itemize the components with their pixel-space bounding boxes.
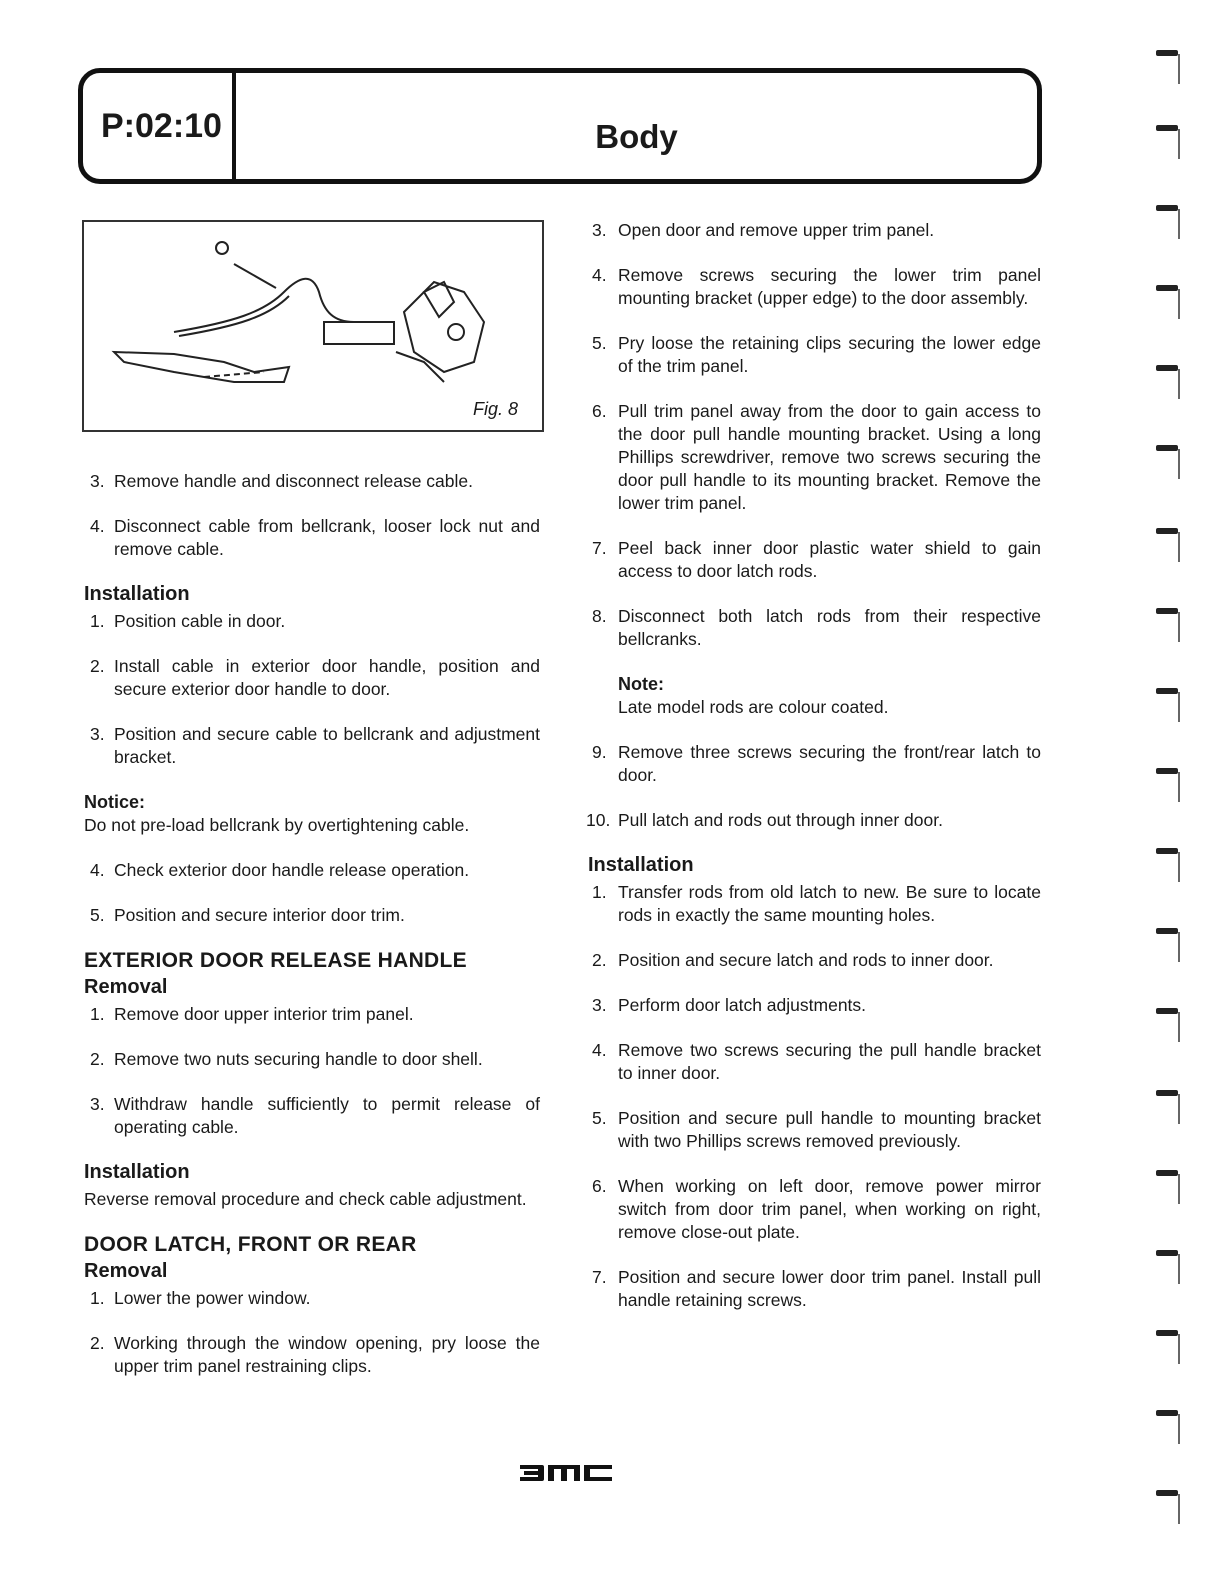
tab-mark: [1156, 1170, 1178, 1176]
tab-mark: [1156, 205, 1178, 211]
step-text: Peel back inner door plastic water shield to gain access to door latch rods.: [618, 538, 1041, 581]
figure-8: [82, 220, 544, 432]
step-text: Pull latch and rods out through inner door.: [618, 810, 943, 830]
step-number: 1.: [592, 882, 607, 902]
step-number: 10.: [586, 810, 611, 830]
binder-tab-marks: [1150, 40, 1190, 1560]
removal-heading: Removal: [84, 1260, 168, 1282]
step-text: Remove screws securing the lower trim panel mounting bracket (upper edge) to the door assembly.: [618, 265, 1041, 308]
tab-mark: [1156, 1410, 1178, 1416]
step-number: 1.: [90, 1288, 105, 1308]
step-number: 3.: [592, 995, 607, 1015]
step-text: When working on left door, remove power mirror switch from door trim panel, when working on right, remove close-out plate.: [618, 1176, 1041, 1242]
step-text: Open door and remove upper trim panel.: [618, 220, 935, 240]
tab-mark: [1156, 1250, 1178, 1256]
list-item: [588, 994, 1041, 1017]
step-text: Check exterior door handle release operation.: [114, 860, 470, 880]
list-item: [588, 219, 1041, 242]
step-text: Working through the window opening, pry loose the upper trim panel restraining clips.: [114, 1333, 540, 1376]
step-number: 9.: [592, 742, 607, 762]
step-text: Pry loose the retaining clips securing the lower edge of the trim panel.: [618, 333, 1041, 376]
list-item: [84, 904, 540, 927]
list-item: [588, 881, 1041, 927]
step-text: Disconnect both latch rods from their respective bellcranks.: [618, 606, 1041, 649]
list-item: [588, 264, 1041, 310]
left-column: [84, 470, 540, 1400]
step-text: Remove two screws securing the pull handle bracket to inner door.: [618, 1040, 1041, 1083]
section-heading-exterior-handle: EXTERIOR DOOR RELEASE HANDLE: [84, 949, 467, 972]
tab-mark: [1156, 50, 1178, 56]
list-item: [84, 1003, 540, 1026]
step-number: 2.: [592, 950, 607, 970]
step-number: 5.: [592, 333, 607, 353]
tab-mark: [1156, 608, 1178, 614]
tab-mark: [1156, 1490, 1178, 1496]
step-text: Position and secure pull handle to mounting bracket with two Phillips screws removed previously.: [618, 1108, 1041, 1151]
list-item: [588, 1266, 1041, 1312]
step-text: Remove handle and disconnect release cable.: [114, 471, 473, 491]
tab-mark: [1156, 1090, 1178, 1096]
removal-heading: Removal: [84, 976, 168, 998]
page-title: Body: [595, 118, 678, 155]
list-item: [84, 1332, 540, 1378]
step-number: 6.: [592, 401, 607, 421]
step-number: 7.: [592, 538, 607, 558]
right-column: [588, 219, 1041, 1334]
step-number: 4.: [592, 265, 607, 285]
step-number: 4.: [90, 516, 105, 536]
tab-mark: [1156, 688, 1178, 694]
step-text: Position and secure cable to bellcrank and adjustment bracket.: [114, 724, 540, 767]
step-text: Transfer rods from old latch to new. Be sure to locate rods in exactly the same mounting holes.: [618, 882, 1041, 925]
tab-mark: [1156, 848, 1178, 854]
list-item: [588, 605, 1041, 651]
list-item: [84, 723, 540, 769]
list-item: [84, 515, 540, 561]
step-number: 4.: [90, 860, 105, 880]
notice-block: [84, 791, 540, 837]
list-item: [84, 1048, 540, 1071]
step-text: Position and secure latch and rods to inner door.: [618, 950, 994, 970]
note-block: [588, 673, 1041, 719]
tab-mark: [1156, 125, 1178, 131]
step-number: 4.: [592, 1040, 607, 1060]
tab-mark: [1156, 365, 1178, 371]
step-number: 3.: [592, 220, 607, 240]
tab-mark: [1156, 445, 1178, 451]
dmc-logo: [520, 1462, 612, 1484]
list-item: [84, 470, 540, 493]
notice-text: Do not pre-load bellcrank by overtightening cable.: [84, 815, 470, 835]
page-header: [78, 68, 1042, 184]
step-text: Position cable in door.: [114, 611, 286, 631]
tab-mark: [1156, 1008, 1178, 1014]
tab-mark: [1156, 1330, 1178, 1336]
step-text: Install cable in exterior door handle, position and secure exterior door handle to door.: [114, 656, 540, 699]
note-title: Note:: [618, 674, 664, 694]
step-number: 3.: [90, 724, 105, 744]
list-item: [588, 741, 1041, 787]
step-number: 3.: [90, 1094, 105, 1114]
notice-title: Notice:: [84, 792, 146, 812]
step-number: 1.: [90, 1004, 105, 1024]
note-text: Late model rods are colour coated.: [618, 697, 889, 717]
list-item: [84, 655, 540, 701]
step-number: 2.: [90, 656, 105, 676]
step-number: 1.: [90, 611, 105, 631]
list-item: [588, 1107, 1041, 1153]
step-text: Withdraw handle sufficiently to permit release of operating cable.: [114, 1094, 540, 1137]
list-item: [588, 400, 1041, 515]
step-text: Lower the power window.: [114, 1288, 311, 1308]
section-code: P:02:10: [83, 73, 236, 179]
list-item: [84, 859, 540, 882]
step-text: Position and secure lower door trim panel. Install pull handle retaining screws.: [618, 1267, 1041, 1310]
tab-mark: [1156, 285, 1178, 291]
installation-heading: Installation: [588, 854, 694, 876]
step-number: 5.: [592, 1108, 607, 1128]
step-number: 7.: [592, 1267, 607, 1287]
step-number: 2.: [90, 1049, 105, 1069]
list-item: [84, 610, 540, 633]
step-text: Remove two nuts securing handle to door shell.: [114, 1049, 483, 1069]
tab-mark: [1156, 928, 1178, 934]
installation-heading: Installation: [84, 1161, 190, 1183]
list-item: [84, 1287, 540, 1310]
figure-caption: Fig. 8: [472, 399, 518, 419]
step-text: Position and secure interior door trim.: [114, 905, 405, 925]
step-number: 8.: [592, 606, 607, 626]
list-item: [84, 1093, 540, 1139]
step-number: 5.: [90, 905, 105, 925]
list-item: [588, 949, 1041, 972]
section-heading-door-latch: DOOR LATCH, FRONT OR REAR: [84, 1233, 417, 1256]
installation-heading: Installation: [84, 583, 190, 605]
step-number: 2.: [90, 1333, 105, 1353]
step-number: 3.: [90, 471, 105, 491]
tab-mark: [1156, 768, 1178, 774]
step-text: Pull trim panel away from the door to gain access to the door pull handle mounting bracket. Using a long Phillips screwdriver, remove two screws securing the door pull handle to its mounting bracket. Remove the lower trim panel.: [618, 401, 1041, 513]
list-item: [588, 1039, 1041, 1085]
step-text: Remove three screws securing the front/rear latch to door.: [618, 742, 1041, 785]
step-text: Perform door latch adjustments.: [618, 995, 867, 1015]
step-number: 6.: [592, 1176, 607, 1196]
installation-text: Reverse removal procedure and check cable adjustment.: [84, 1189, 527, 1209]
list-item: [588, 332, 1041, 378]
step-text: Disconnect cable from bellcrank, looser lock nut and remove cable.: [114, 516, 540, 559]
tab-mark: [1156, 528, 1178, 534]
list-item: [588, 809, 1041, 832]
step-text: Remove door upper interior trim panel.: [114, 1004, 414, 1024]
list-item: [588, 537, 1041, 583]
list-item: [588, 1175, 1041, 1244]
